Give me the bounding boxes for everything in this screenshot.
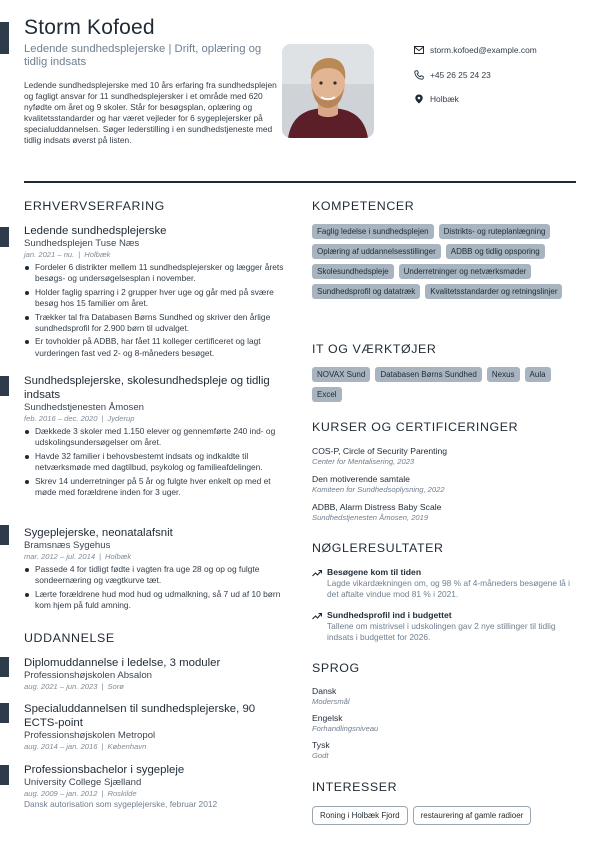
experience-item (24, 526, 292, 614)
accent-bar-education-2 (0, 703, 9, 723)
bullet: Havde 32 familier i behovsbestemt indsats og indkaldte til netværksmøde med dagtilbud, psykolog og familieafdelingen. (24, 451, 292, 474)
role-place: Holbæk (84, 250, 111, 259)
phone-text: +45 26 25 24 23 (430, 69, 491, 80)
course-item (312, 502, 582, 523)
role-organization: Sundhedsplejen Tuse Næs (24, 238, 140, 249)
tool-tag: Databasen Børns Sundhed (375, 367, 482, 382)
skill-tag: Oplæring af uddannelsesstillinger (312, 244, 441, 259)
section-title-tools: IT OG VÆRKTØJER (312, 342, 437, 356)
course-title: COS-P, Circle of Security Parenting (312, 446, 448, 456)
contact-location (414, 93, 594, 118)
profile-photo (282, 44, 374, 138)
language-level: Godt (312, 751, 329, 760)
section-title-languages: SPROG (312, 661, 360, 675)
course-title: Den motiverende samtale (312, 474, 410, 484)
education-dates: aug. 2009 – jan. 2012 (24, 789, 98, 798)
bullet: Er tovholder på ADBB, har fået 11 kolleger certificeret og lagt vurderingen fast ved 2- og 8-måneders besøget. (24, 336, 292, 359)
interests-tags (312, 806, 582, 825)
interest-tag: Roning i Holbæk Fjord (312, 806, 408, 825)
skill-tag: Sundhedsprofil og datatræk (312, 284, 420, 299)
skill-tag: Distrikts- og ruteplanlægning (439, 224, 551, 239)
role-title: Sygeplejerske, neonatalafsnit (24, 527, 173, 539)
result-title: Sundhedsprofil ind i budgettet (327, 609, 452, 620)
contact-phone[interactable] (414, 69, 594, 94)
trend-up-icon (312, 612, 322, 620)
headline: Ledende sundhedsplejerske | Drift, oplæring og tidlig indsats (24, 43, 262, 68)
accent-bar-education-3 (0, 765, 9, 785)
bullet: Dækkede 3 skoler med 1.150 elever og gennemførte 240 ind- og udskolingsundersøgelser om året. (24, 426, 292, 449)
course-issuer: Komiteen for Sundhedsoplysning, 2022 (312, 485, 445, 494)
accent-bar-experience-1 (0, 227, 9, 247)
language-name: Tysk (312, 740, 330, 750)
education-meta: aug. 2009 – jan. 2012 | Roskilde (24, 789, 137, 798)
location-pin-icon (414, 94, 424, 104)
tool-tag: Nexus (487, 367, 520, 382)
contact-block (414, 44, 594, 118)
degree-title: Diplomuddannelse i ledelse, 3 moduler (24, 657, 221, 669)
education-item (24, 702, 292, 752)
role-bullets (24, 564, 292, 611)
tool-tag: NOVAX Sund (312, 367, 370, 382)
language-level: Forhandlingsniveau (312, 724, 379, 733)
role-place: Holbæk (105, 552, 132, 561)
skills-tags (312, 224, 582, 299)
role-meta: feb. 2016 – dec. 2020 | Jyderup (24, 414, 135, 423)
result-item (312, 610, 582, 644)
language-name: Dansk (312, 686, 337, 696)
language-item (312, 686, 582, 707)
education-note: Dansk autorisation som sygeplejerske, februar 2012 (24, 799, 218, 809)
tools-tags (312, 367, 582, 402)
bullet: Lærte forældrene hud mod hud og udmalkning, så 7 ud af 10 børn kom hjem på fuld amning. (24, 589, 292, 612)
role-title: Ledende sundhedsplejerske (24, 225, 167, 237)
language-level: Modersmål (312, 697, 350, 706)
results-list (312, 567, 582, 652)
accent-bar-header (0, 22, 9, 54)
education-place: København (107, 742, 147, 751)
role-meta: jan. 2021 – nu. | Holbæk (24, 250, 111, 259)
experience-item (24, 224, 292, 361)
education-place: Sorø (107, 682, 124, 691)
role-dates: jan. 2021 – nu. (24, 250, 75, 259)
bullet: Trækker tal fra Databasen Børns Sundhed og skriver den årlige sundhedsprofil for 2.900 børn til udvalget. (24, 312, 292, 335)
education-item (24, 763, 292, 810)
location-text: Holbæk (430, 94, 459, 104)
result-description: Lagde vikardækningen om, og 98 % af 4-måneders besøgene lå i det aftalte vindue mod 81 % i 2021. (327, 578, 571, 600)
education-dates: aug. 2014 – jan. 2016 (24, 742, 98, 751)
skill-tag: Skolesundhedspleje (312, 264, 394, 279)
section-title-experience: ERHVERVSERFARING (24, 199, 165, 213)
accent-bar-experience-2 (0, 376, 9, 396)
result-title: Besøgene kom til tiden (327, 567, 422, 577)
language-item (312, 740, 582, 761)
role-bullets (24, 262, 292, 359)
education-place: Roskilde (107, 789, 137, 798)
course-issuer: Center for Mentalisering, 2023 (312, 457, 415, 466)
bullet: Holder faglig sparring i 2 grupper hver uge og går med på svære besøg hos 15 familier om året. (24, 287, 292, 310)
phone-icon (414, 70, 424, 80)
school-name: University College Sjælland (24, 777, 142, 788)
email-text: storm.kofoed@example.com (430, 45, 537, 55)
section-title-courses: KURSER OG CERTIFICERINGER (312, 420, 519, 434)
course-title: ADBB, Alarm Distress Baby Scale (312, 502, 442, 512)
skill-tag: Kvalitetsstandarder og retningslinjer (425, 284, 562, 299)
language-name: Engelsk (312, 713, 343, 723)
result-description: Tallene om mistrivsel i udskolingen gav 2 nye stillinger til tidlig indsats i budgettet for 2026. (327, 620, 556, 642)
education-dates: aug. 2021 – jun. 2023 (24, 682, 98, 691)
role-meta: mar. 2012 – jul. 2014 | Holbæk (24, 552, 132, 561)
courses-list (312, 446, 582, 530)
school-name: Professionshøjskolen Metropol (24, 730, 156, 741)
languages-list (312, 686, 582, 767)
course-item (312, 446, 582, 467)
tool-tag: Excel (312, 387, 342, 402)
mail-icon (414, 45, 424, 55)
bullet: Fordeler 6 distrikter mellem 11 sundhedsplejersker og lægger årets besøgs- og undersøgelsesplan i november. (24, 262, 292, 285)
accent-bar-experience-3 (0, 525, 9, 545)
result-item (312, 567, 582, 601)
trend-up-icon (312, 569, 322, 577)
bullet: Passede 4 for tidligt fødte i vagten fra uge 28 og op og fulgte sondeernæring og vægtkurve tæt. (24, 564, 292, 587)
degree-title: Specialuddannelsen til sundhedsplejerske, 90 ECTS-point (24, 703, 256, 729)
course-item (312, 474, 582, 495)
skill-tag: ADBB og tidlig opsporing (446, 244, 545, 259)
bullet: Skrev 14 underretninger på 5 år og fulgte hver enkelt op med et møde med forældrene inden for 3 uger. (24, 476, 292, 499)
interest-tag: restaurering af gamle radioer (413, 806, 532, 825)
section-title-interests: INTERESSER (312, 780, 398, 794)
education-item (24, 656, 292, 692)
role-dates: feb. 2016 – dec. 2020 (24, 414, 98, 423)
skill-tag: Underretninger og netværksmøder (399, 264, 532, 279)
education-meta: aug. 2021 – jun. 2023 | Sorø (24, 682, 124, 691)
course-issuer: Sundhedstjenesten Åmosen, 2019 (312, 513, 429, 522)
role-place: Jyderup (107, 414, 135, 423)
section-title-results: NØGLERESULTATER (312, 541, 444, 555)
role-dates: mar. 2012 – jul. 2014 (24, 552, 96, 561)
role-bullets (24, 426, 292, 498)
section-title-education: UDDANNELSE (24, 631, 115, 645)
section-title-skills: KOMPETENCER (312, 199, 415, 213)
tool-tag: Aula (525, 367, 551, 382)
skill-tag: Faglig ledelse i sundhedsplejen (312, 224, 434, 239)
accent-bar-education-1 (0, 657, 9, 677)
header-divider (24, 181, 576, 183)
profile-summary: Ledende sundhedsplejerske med 10 års erfaring fra sundhedsplejen og fagligt ansvar for 11 sundhedsplejersker i et område med 620 nyfødte om året og 9 skoler. Står for besøgsplan, oplæring og kvalitetsstandarder og har været vejleder for 6 sygeplejersker på specialuddannelsen. Søger lederstilling i en sundhedstjeneste med tidlig indsats øverst på listen. (24, 80, 277, 146)
language-item (312, 713, 582, 734)
degree-title: Professionsbachelor i sygepleje (24, 764, 185, 776)
contact-email[interactable] (414, 44, 594, 69)
role-title: Sundhedsplejerske, skolesundhedspleje og tidlig indsats (24, 375, 270, 401)
role-organization: Bramsnæs Sygehus (24, 540, 111, 551)
role-organization: Sundhedstjenesten Åmosen (24, 402, 145, 413)
experience-item (24, 374, 292, 500)
candidate-name: Storm Kofoed (24, 16, 155, 39)
education-meta: aug. 2014 – jan. 2016 | København (24, 742, 147, 751)
school-name: Professionshøjskolen Absalon (24, 670, 152, 681)
